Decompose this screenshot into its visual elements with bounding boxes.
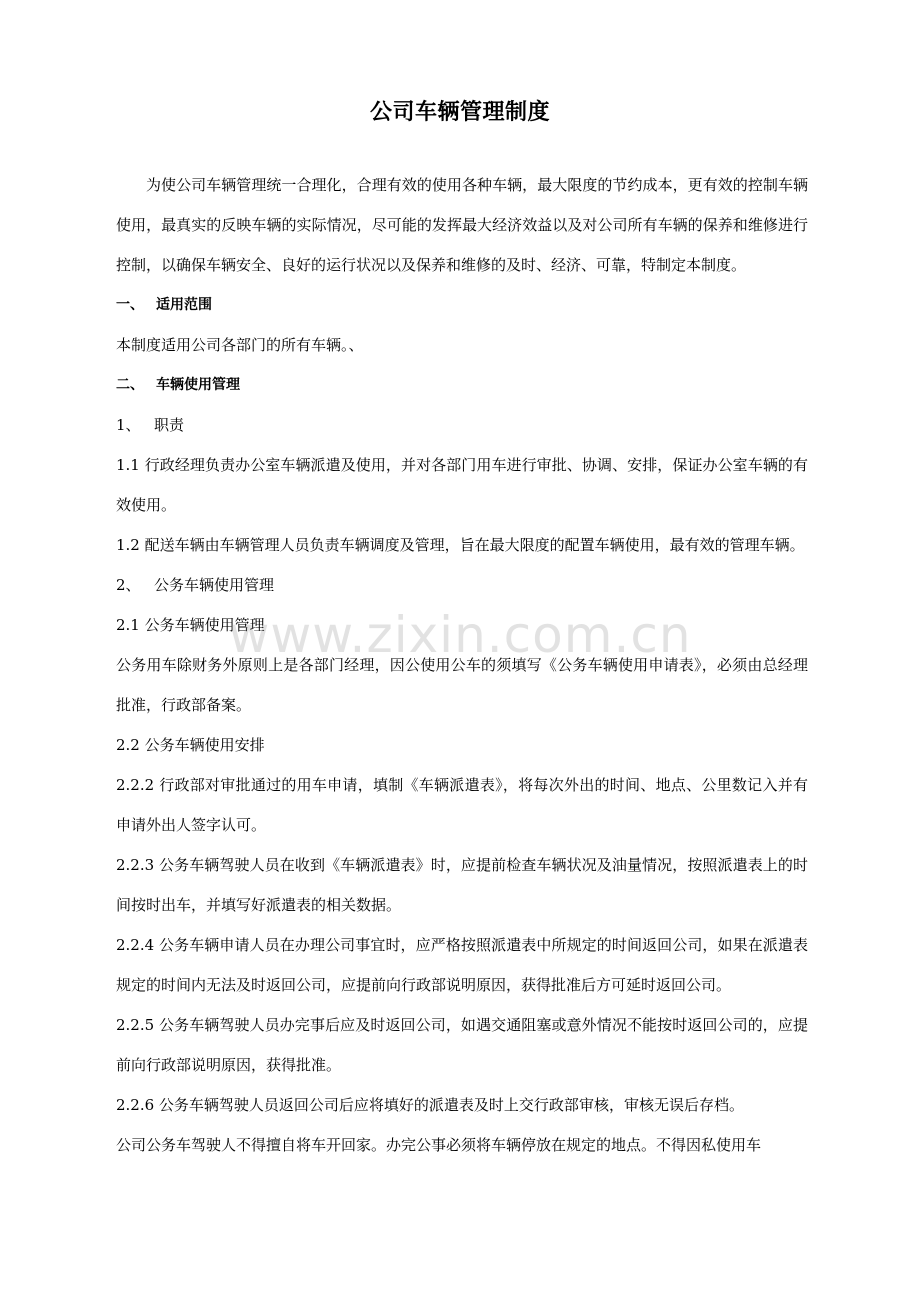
- scope-paragraph: 本制度适用公司各部门的所有车辆。、: [116, 336, 364, 354]
- section-number: 一、: [116, 297, 144, 313]
- clause-2-2-2: 2.2.2 行政部对审批通过的用车申请，填制《车辆派遣表》，将每次外出的时间、地点、公里数记入并有申请外出人签字认可。: [116, 776, 808, 834]
- section-heading-scope: [116, 285, 808, 325]
- clause-2-2-4: 2.2.4 公务车辆申请人员在办理公司事宜时，应严格按照派遣表中所规定的时间返回公司，如果在派遣表规定的时间内无法及时返回公司，应提前向行政部说明原因，获得批准后方可延时返回公司。: [116, 936, 808, 994]
- section-title: 车辆使用管理: [156, 377, 240, 393]
- document-body: [116, 165, 808, 1165]
- clause-1-1: 1.1 行政经理负责办公室车辆派遣及使用，并对各部门用车进行审批、协调、安排，保证办公室车辆的有效使用。: [116, 456, 808, 514]
- clause-2-2: 2.2 公务车辆使用安排: [116, 736, 265, 754]
- clause-2-1: 2.1 公务车辆使用管理: [116, 616, 265, 634]
- clause-2-2-3: 2.2.3 公务车辆驾驶人员在收到《车辆派遣表》时，应提前检查车辆状况及油量情况，按照派遣表上的时间按时出车，并填写好派遣表的相关数据。: [116, 856, 808, 914]
- section-title: 适用范围: [156, 297, 212, 313]
- clause-2-2-5: 2.2.5 公务车辆驾驶人员办完事后应及时返回公司，如遇交通阻塞或意外情况不能按时返回公司的，应提前向行政部说明原因，获得批准。: [116, 1016, 808, 1074]
- closing-paragraph: 公司公务车驾驶人不得擅自将车开回家。办完公事必须将车辆停放在规定的地点。不得因私使用车: [116, 1136, 762, 1154]
- section-number: 二、: [116, 377, 144, 393]
- clause-1-2: 1.2 配送车辆由车辆管理人员负责车辆调度及管理，旨在最大限度的配置车辆使用，最有效的管理车辆。: [116, 536, 805, 554]
- subsection-number: 1、: [116, 416, 141, 434]
- subsection-official-vehicle: [116, 565, 808, 605]
- subsection-label: 职责: [154, 416, 185, 434]
- subsection-label: 公务车辆使用管理: [154, 576, 275, 594]
- document-title: 公司车辆管理制度: [369, 100, 550, 125]
- subsection-number: 2、: [116, 576, 141, 594]
- section-heading-vehicle-use: [116, 365, 808, 405]
- clause-2-2-6: 2.2.6 公务车辆驾驶人员返回公司后应将填好的派遣表及时上交行政部审核，审核无误后存档。: [116, 1096, 744, 1114]
- clause-2-1-text: 公务用车除财务外原则上是各部门经理，因公使用公车的须填写《公务车辆使用申请表》，必须由总经理批准，行政部备案。: [116, 656, 808, 714]
- watermark-text: www.zixin.com.cn: [228, 606, 692, 664]
- intro-paragraph: 为使公司车辆管理统一合理化，合理有效的使用各种车辆，最大限度的节约成本，更有效的控制车辆使用，最真实的反映车辆的实际情况，尽可能的发挥最大经济效益以及对公司所有车辆的保养和维修进行控制，以确保车辆安全、良好的运行状况以及保养和维修的及时、经济、可靠，特制定本制度。: [116, 176, 808, 274]
- subsection-responsibility: [116, 405, 808, 445]
